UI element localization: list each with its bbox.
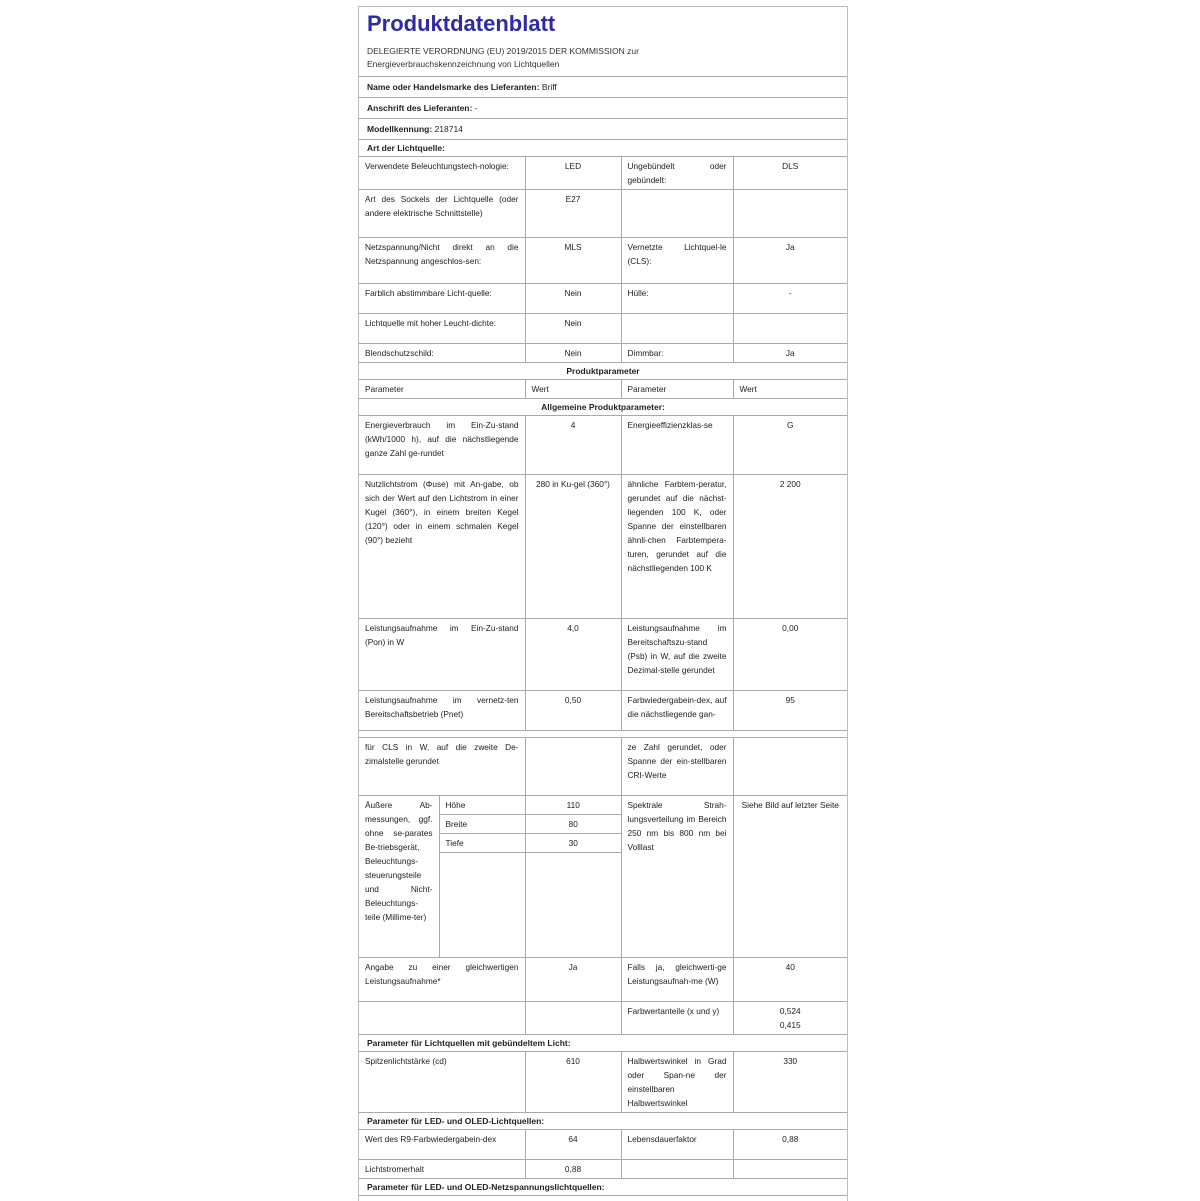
- model-label: Modellkennung:: [367, 124, 433, 134]
- dimension-value: 80: [525, 815, 621, 834]
- param-cell: Lichtquelle mit hoher Leucht-dichte:: [359, 314, 525, 344]
- value-cell: Ja: [525, 957, 621, 1001]
- value-cell: 0,50: [525, 690, 621, 730]
- light-type-heading: Art der Lichtquelle:: [359, 140, 847, 157]
- dimension-name: Höhe: [439, 796, 525, 815]
- column-header-parameter: Parameter: [621, 380, 733, 399]
- param-cell: Leistungsaufnahme im vernetz-ten Bereitschaftsbetrieb (Pnet): [359, 690, 525, 730]
- product-params-heading: Produktparameter: [359, 363, 847, 380]
- param-cell: Blendschutzschild:: [359, 344, 525, 363]
- value-cell: Siehe Bild auf letzter Seite: [733, 796, 847, 958]
- supplier-name-row: [359, 77, 847, 98]
- general-params-table: [359, 416, 847, 731]
- param-cell: Energieeffizienzklas-se: [621, 416, 733, 474]
- table-row: [359, 1001, 847, 1034]
- value-cell: LED: [525, 157, 621, 190]
- value-cell: [733, 314, 847, 344]
- value-cell: [733, 1160, 847, 1179]
- empty-cell: [525, 1001, 621, 1034]
- column-header-value: Wert: [525, 380, 621, 399]
- param-cell: Lebensdauerfaktor: [621, 1130, 733, 1160]
- column-header-parameter: Parameter: [359, 380, 525, 399]
- param-cell: Leistungsaufnahme im Bereitschaftszu-stand (Psb) in W, auf die zweite Dezimal-stelle gerundet: [621, 618, 733, 690]
- table-row: [359, 738, 847, 796]
- param-cell: Farblich abstimmbare Licht-quelle:: [359, 284, 525, 314]
- supplier-name-label: Name oder Handelsmarke des Lieferanten:: [367, 82, 540, 92]
- subtitle-line-1: DELEGIERTE VERORDNUNG (EU) 2019/2015 DER KOMMISSION zur: [367, 46, 639, 56]
- page-break: [359, 731, 847, 738]
- empty-cell: [359, 1001, 525, 1034]
- empty-cell: [525, 853, 621, 957]
- param-cell: Art des Sockels der Lichtquelle (oder andere elektrische Schnittstelle): [359, 190, 525, 238]
- table-row: [359, 957, 847, 1001]
- param-cell: Angabe zu einer gleichwertigen Leistungsaufnahme*: [359, 957, 525, 1001]
- param-cell: Farbwertanteile (x und y): [621, 1001, 733, 1034]
- general-params-continued-table: [359, 738, 847, 1035]
- page-title: Produktdatenblatt: [367, 11, 556, 36]
- value-cell: 2 200: [733, 474, 847, 618]
- table-row: [359, 474, 847, 618]
- general-params-heading: Allgemeine Produktparameter:: [359, 399, 847, 416]
- dimensions-cell: [359, 796, 621, 958]
- dimension-name: Breite: [439, 815, 525, 834]
- model-value: 218714: [434, 124, 463, 134]
- directional-table: [359, 1052, 847, 1113]
- table-row: [359, 238, 847, 284]
- subtitle-line-2: Energieverbrauchskennzeichnung von Lichtquellen: [367, 59, 560, 69]
- table-row: [359, 284, 847, 314]
- value-cell: 0,88: [525, 1160, 621, 1179]
- param-cell: Halbwertswinkel in Grad oder Span-ne der einstellbaren Halbwertswinkel: [621, 1052, 733, 1113]
- param-cell: Ungebündelt oder gebündelt:: [621, 157, 733, 190]
- table-row: [359, 157, 847, 190]
- supplier-address-label: Anschrift des Lieferanten:: [367, 103, 473, 113]
- param-cell: ze Zahl gerundet, oder Spanne der ein-stellbaren CRI-Werte: [621, 738, 733, 796]
- param-cell: Wert des R9-Farbwiedergabein-dex: [359, 1130, 525, 1160]
- param-cell: für CLS in W, auf die zweite De-zimalstelle gerundet: [359, 738, 525, 796]
- param-cell: [621, 314, 733, 344]
- value-cell: 330: [733, 1052, 847, 1113]
- value-cell: [733, 1001, 847, 1034]
- value-cell: Nein: [525, 344, 621, 363]
- table-row: [359, 618, 847, 690]
- table-row: [359, 190, 847, 238]
- value-cell: 4: [525, 416, 621, 474]
- dimension-name: Tiefe: [439, 834, 525, 853]
- table-row: [359, 314, 847, 344]
- light-type-table: [359, 157, 847, 363]
- value-cell: -: [733, 284, 847, 314]
- param-cell: Vernetzte Lichtquel-le (CLS):: [621, 238, 733, 284]
- param-cell: Dimmbar:: [621, 344, 733, 363]
- param-cell: Verwendete Beleuchtungstech-nologie:: [359, 157, 525, 190]
- value-cell: 610: [525, 1052, 621, 1113]
- value-cell: 4,0: [525, 618, 621, 690]
- table-row: [359, 1130, 847, 1160]
- dimension-value: 110: [525, 796, 621, 815]
- value-cell: [733, 190, 847, 238]
- dimensions-row: [359, 796, 847, 958]
- value-cell: [525, 738, 621, 796]
- value-cell: 95: [733, 690, 847, 730]
- param-cell: Spektrale Strah-lungsverteilung im Bereich 250 nm bis 800 nm bei Volllast: [621, 796, 733, 958]
- dimension-row: [359, 796, 621, 815]
- param-cell: [621, 190, 733, 238]
- param-cell: Leistungsaufnahme im Ein-Zu-stand (Pon) in W: [359, 618, 525, 690]
- value-cell: 64: [525, 1130, 621, 1160]
- led-table: [359, 1130, 847, 1180]
- datasheet: [358, 6, 848, 1201]
- value-cell: DLS: [733, 157, 847, 190]
- supplier-address-value: -: [474, 103, 478, 113]
- chromaticity-y: 0,415: [779, 1019, 801, 1030]
- chromaticity-x: 0,524: [779, 1005, 801, 1016]
- param-cell: [621, 1160, 733, 1179]
- param-cell: Energieverbrauch im Ein-Zu-stand (kWh/1000 h), auf die nächstliegende ganze Zahl ge-rundet: [359, 416, 525, 474]
- value-cell: 0,00: [733, 618, 847, 690]
- value-cell: G: [733, 416, 847, 474]
- param-cell: Lichtstromerhalt: [359, 1160, 525, 1179]
- table-row: [359, 690, 847, 730]
- led-heading: Parameter für LED- und OLED-Lichtquellen:: [359, 1113, 847, 1130]
- value-cell: [733, 738, 847, 796]
- product-params-header-table: [359, 380, 847, 399]
- model-row: [359, 119, 847, 140]
- value-cell: Ja: [733, 344, 847, 363]
- value-cell: 280 in Ku-gel (360°): [525, 474, 621, 618]
- table-row: [359, 1052, 847, 1113]
- value-cell: Nein: [525, 284, 621, 314]
- param-cell: Hülle:: [621, 284, 733, 314]
- value-cell: Nein: [525, 314, 621, 344]
- param-cell: Nutzlichtstrom (Φuse) mit An-gabe, ob sich der Wert auf den Lichtstrom in einer Kugel (360°), in einem breiten Kegel (120°) oder in einem schmalen Kegel (90°) bezieht: [359, 474, 525, 618]
- value-cell: E27: [525, 190, 621, 238]
- column-header-value: Wert: [733, 380, 847, 399]
- value-cell: 40: [733, 957, 847, 1001]
- param-cell: Netzspannung/Nicht direkt an die Netzspannung angeschlos-sen:: [359, 238, 525, 284]
- param-cell: Falls ja, gleichwerti-ge Leistungsaufnah-me (W): [621, 957, 733, 1001]
- empty-cell: [439, 853, 525, 957]
- directional-heading: Parameter für Lichtquellen mit gebündeltem Licht:: [359, 1035, 847, 1052]
- value-cell: 0,88: [733, 1130, 847, 1160]
- table-row: [359, 344, 847, 363]
- supplier-name-value: Briff: [541, 82, 557, 92]
- param-cell: Spitzenlichtstärke (cd): [359, 1052, 525, 1113]
- table-row: [359, 1160, 847, 1179]
- param-cell: ähnliche Farbtem-peratur, gerundet auf die nächst-liegenden 100 K, oder Spanne der einstellbaren ähnli-chen Farbtempera-turen, gerundet auf die nächstliegenden 100 K: [621, 474, 733, 618]
- value-cell: Ja: [733, 238, 847, 284]
- dimensions-table: [359, 796, 621, 957]
- table-header-row: [359, 380, 847, 399]
- param-cell: Farbwiedergabein-dex, auf die nächstliegende gan-: [621, 690, 733, 730]
- value-cell: MLS: [525, 238, 621, 284]
- regulation-subtitle: [359, 39, 847, 77]
- table-row: [359, 416, 847, 474]
- mains-heading: Parameter für LED- und OLED-Netzspannungslichtquellen:: [359, 1179, 847, 1196]
- dimension-value: 30: [525, 834, 621, 853]
- dimensions-label: Äußere Ab-messungen, ggf. ohne se-parates Be-triebsgerät, Beleuchtungs-steuerungsteile und Nicht-Beleuchtungs-teile (Millime-ter): [359, 796, 439, 957]
- supplier-address-row: [359, 98, 847, 119]
